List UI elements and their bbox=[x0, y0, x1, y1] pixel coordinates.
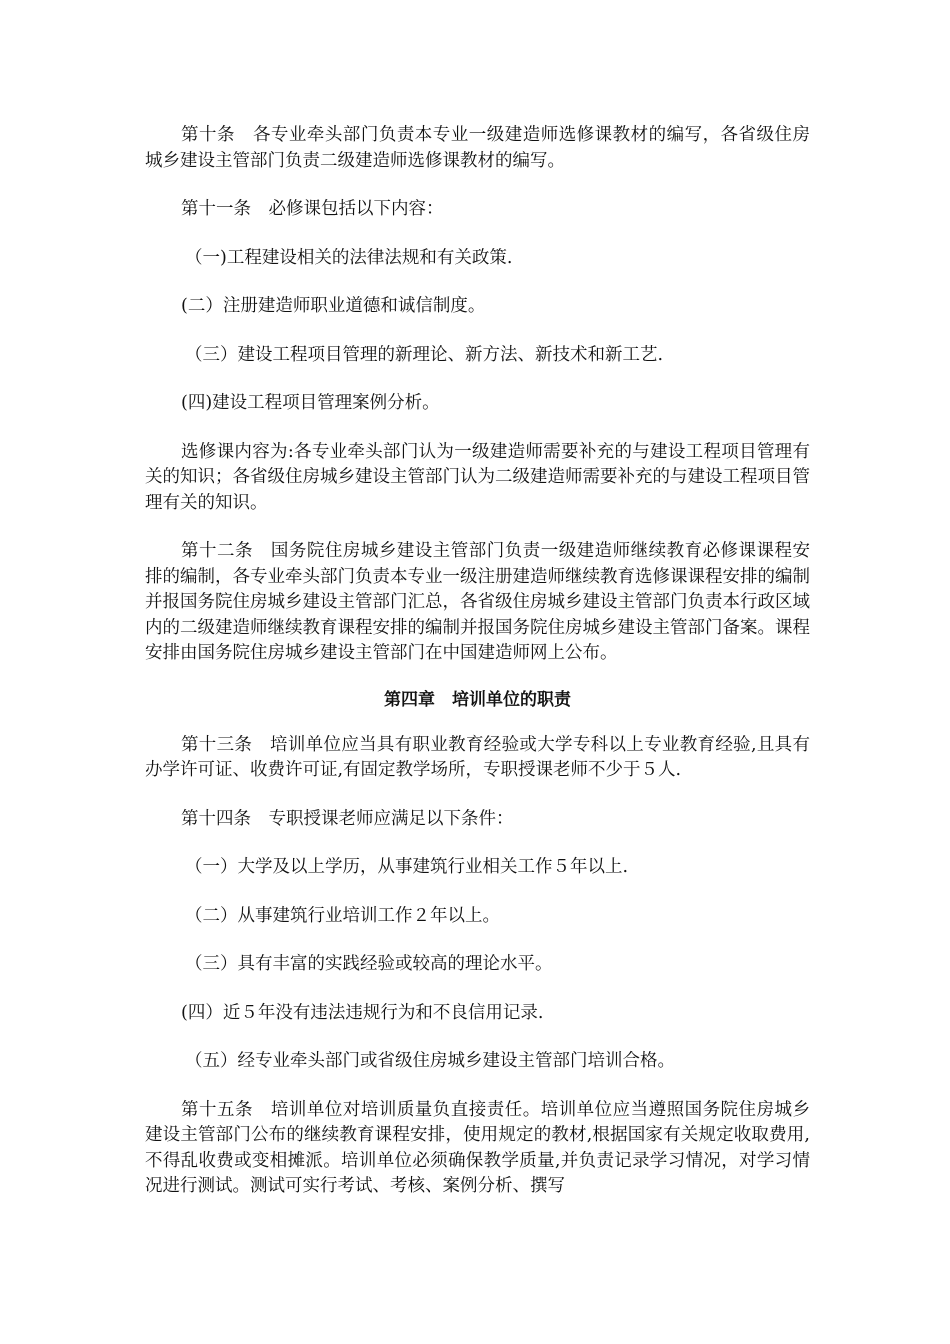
article-12: 第十二条 国务院住房城乡建设主管部门负责一级建造师继续教育必修课课程安排的编制，各专业牵头部门负责本专业一级注册建造师继续教育选修课课程安排的编制并报国务院住房城乡建设主管部门汇总，各省级住房城乡建设主管部门负责本行政区域内的二级建造师继续教育课程安排的编制并报国务院住房城乡建设主管部门备案。课程安排由国务院住房城乡建设主管部门在中国建造师网上公布。 bbox=[145, 541, 810, 663]
article-14-item-5: （五）经专业牵头部门或省级住房城乡建设主管部门培训合格。 bbox=[185, 1051, 675, 1071]
article-14-item-3: （三）具有丰富的实践经验或较高的理论水平。 bbox=[185, 954, 553, 974]
article-14-item-4: (四）近５年没有违法违规行为和不良信用记录. bbox=[181, 1002, 544, 1023]
elective-content: 选修课内容为:各专业牵头部门认为一级建造师需要补充的与建设工程项目管理有关的知识；各省级住房城乡建设主管部门认为二级建造师需要补充的与建设工程项目管理有关的知识。 bbox=[145, 441, 810, 513]
article-14-item-2: （二）从事建筑行业培训工作２年以上。 bbox=[185, 905, 500, 926]
article-11-item-2: (二）注册建造师职业道德和诚信制度。 bbox=[181, 296, 486, 316]
article-11-item-3: （三）建设工程项目管理的新理论、新方法、新技术和新工艺. bbox=[185, 344, 664, 365]
document-body bbox=[145, 123, 810, 1223]
article-10: 第十条 各专业牵头部门负责本专业一级建造师选修课教材的编写，各省级住房城乡建设主管部门负责二级建造师选修课教材的编写。 bbox=[145, 125, 810, 171]
article-11-item-4: (四)建设工程项目管理案例分析。 bbox=[181, 393, 440, 413]
chapter-heading: 第四章 培训单位的职责 bbox=[384, 689, 571, 710]
article-13: 第十三条 培训单位应当具有职业教育经验或大学专科以上专业教育经验,且具有办学许可证、收费许可证,有固定教学场所，专职授课老师不少于５人. bbox=[145, 734, 810, 780]
article-14-item-1: （一）大学及以上学历，从事建筑行业相关工作５年以上. bbox=[185, 857, 629, 877]
article-15: 第十五条 培训单位对培训质量负直接责任。培训单位应当遵照国务院住房城乡建设主管部门公布的继续教育课程安排，使用规定的教材,根据国家有关规定收取费用,不得乱收费或变相摊派。培训单位必须确保教学质量,并负责记录学习情况，对学习情况进行测试。测试可实行考试、考核、案例分析、撰写 bbox=[145, 1099, 810, 1196]
article-14: 第十四条 专职授课老师应满足以下条件： bbox=[181, 808, 514, 829]
article-11-item-1: （一)工程建设相关的法律法规和有关政策. bbox=[185, 247, 513, 268]
article-11: 第十一条 必修课包括以下内容： bbox=[181, 199, 444, 219]
